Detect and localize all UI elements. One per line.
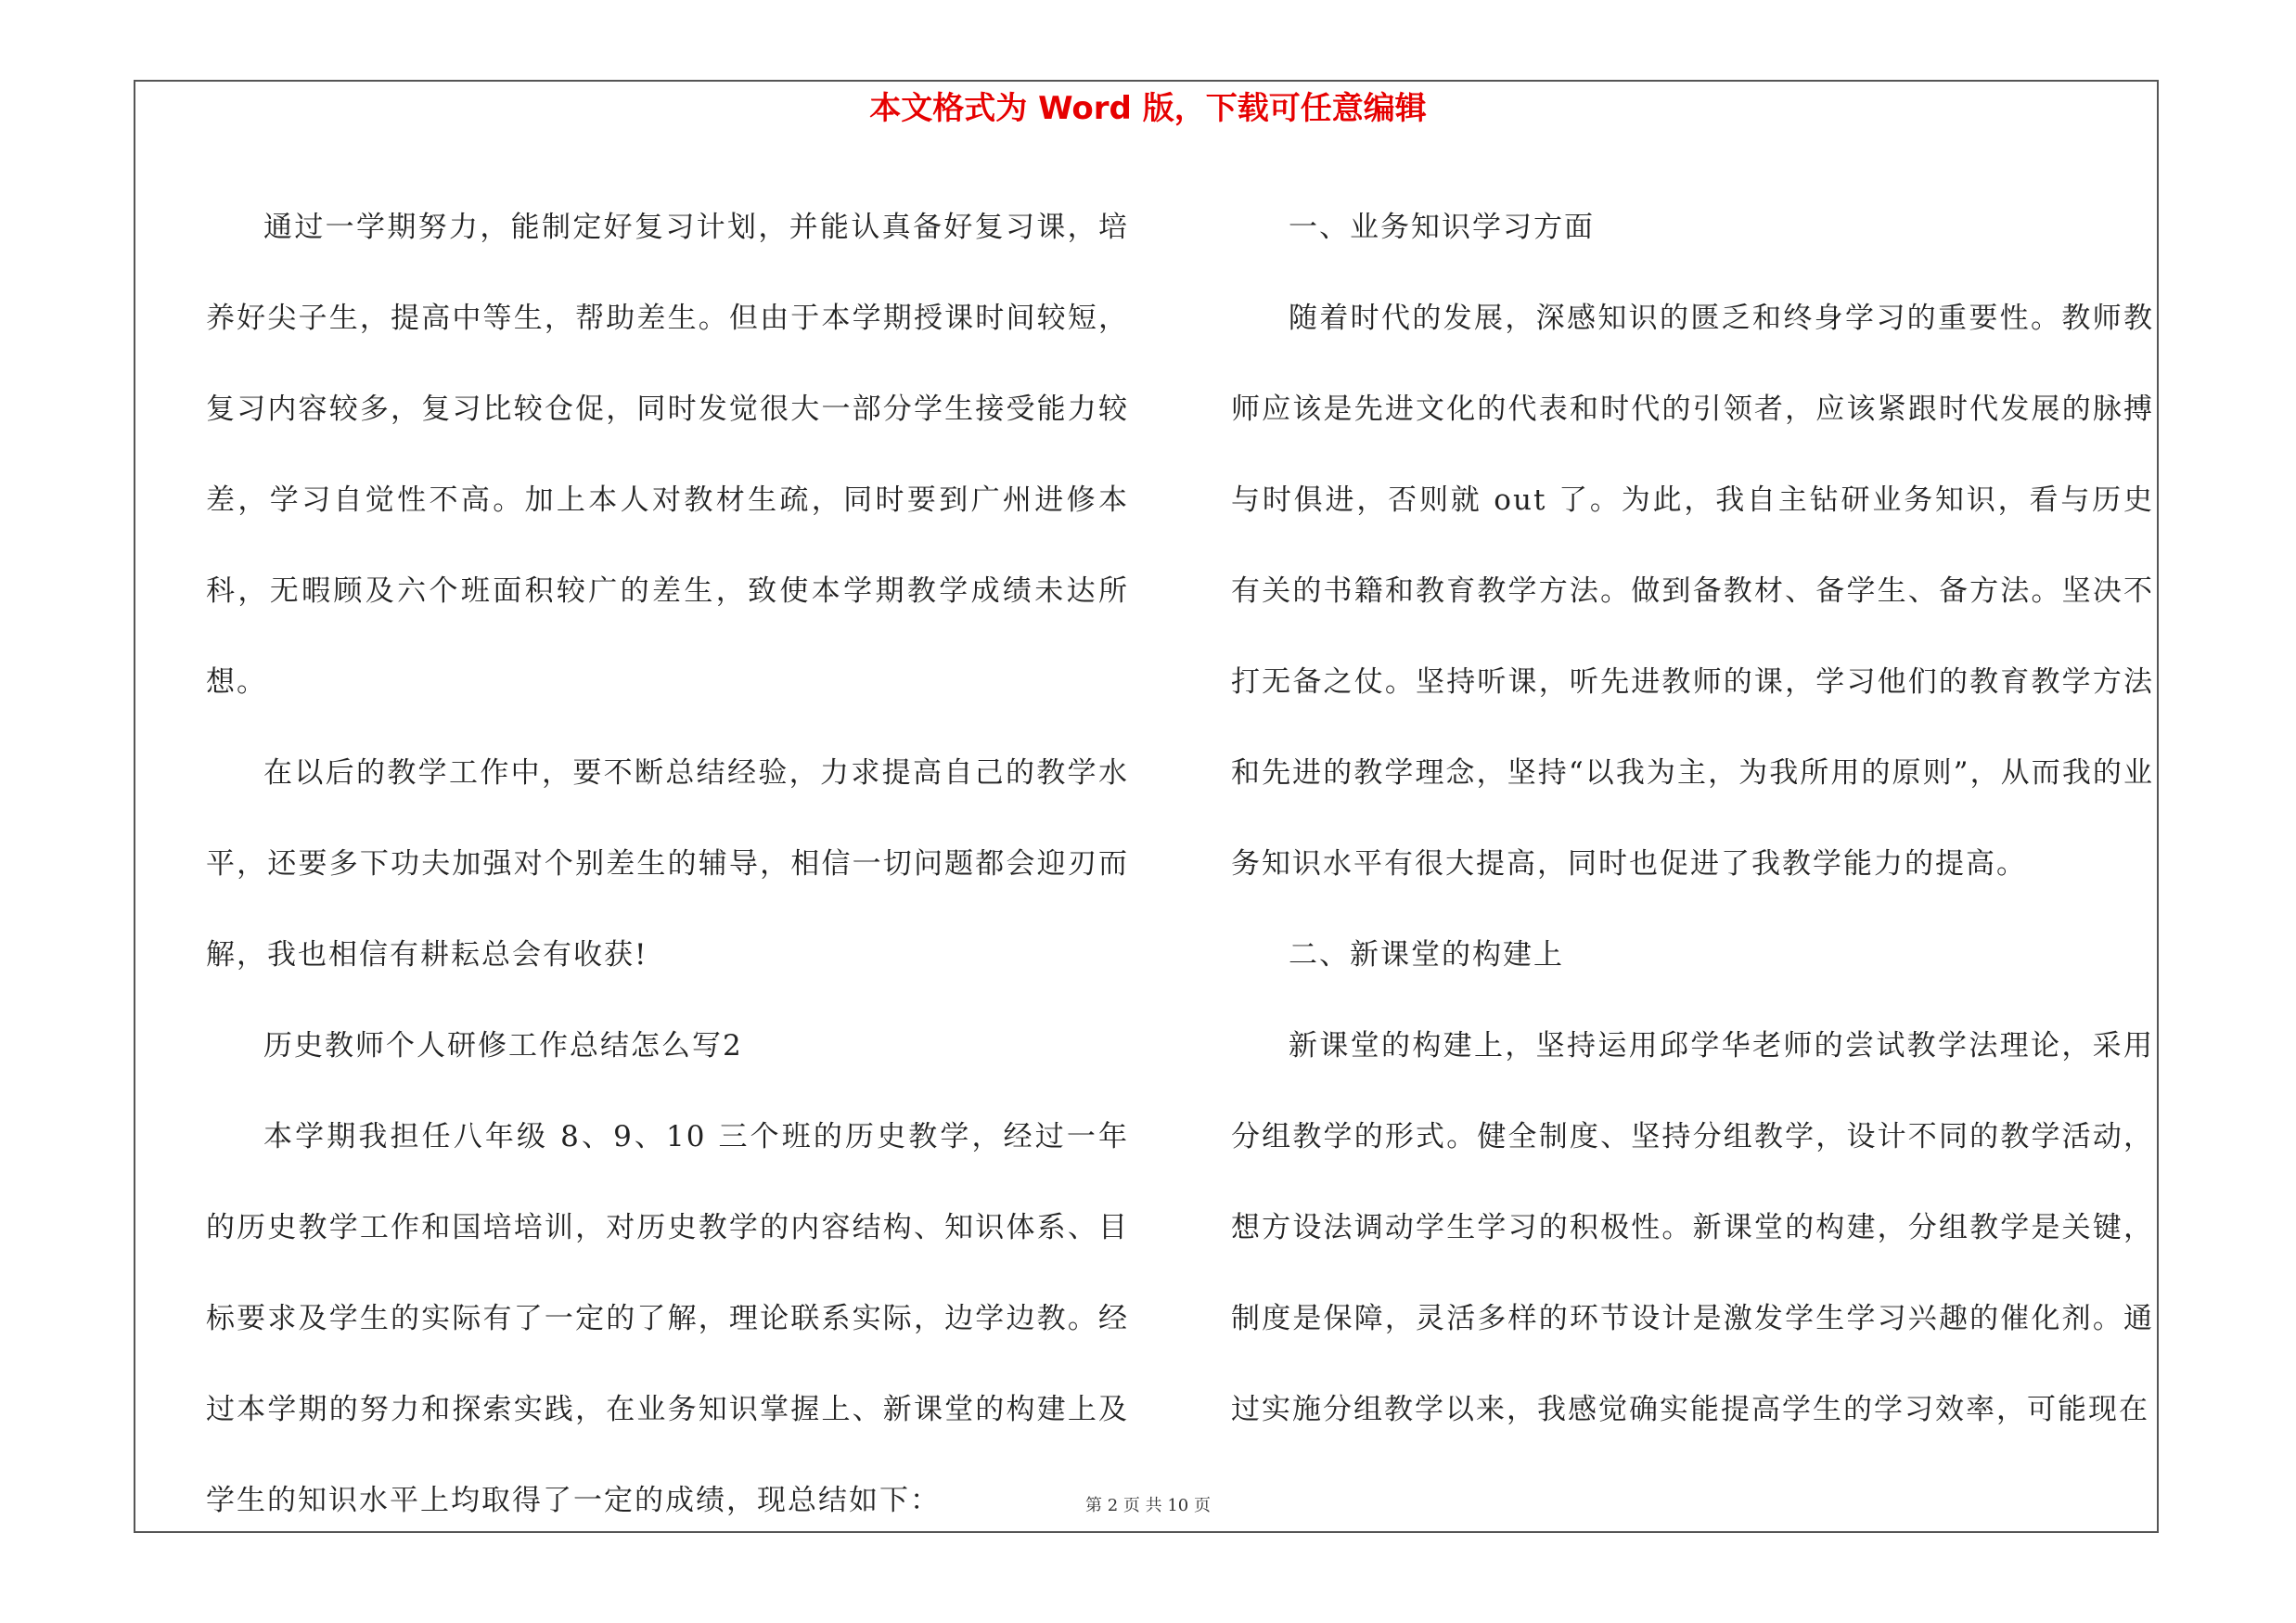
section-heading: 一、业务知识学习方面	[1289, 211, 1595, 244]
paragraph: 新课堂的构建上，坚持运用邱学华老师的尝试教学法理论，采用分组教学的形式。健全制度、坚持分组教学，设计不同的教学活动，想方设法调动学生学习的积极性。新课堂的构建，分组教学是关键，制度是保障，灵活多样的环节设计是激发学生学习兴趣的催化剂。通过实施分组教学以来，我感觉确实能提高学生的学习效率，可能现在	[1231, 1029, 2154, 1426]
paragraph: 通过一学期努力，能制定好复习计划，并能认真备好复习课，培养好尖子生，提高中等生，帮助差生。但由于本学期授课时间较短，复习内容较多，复习比较仓促，同时发觉很大一部分学生接受能力较差，学习自觉性不高。加上本人对教材生疏，同时要到广州进修本科，无暇顾及六个班面积较广的差生，致使本学期教学成绩未达所想。	[206, 211, 1129, 699]
paragraph: 本学期我担任八年级 8、9、10 三个班的历史教学，经过一年的历史教学工作和国培培训，对历史教学的内容结构、知识体系、目标要求及学生的实际有了一定的了解，理论联系实际，边学边教。经过本学期的努力和探索实践，在业务知识掌握上、新课堂的构建上及学生的知识水平上均取得了一定的成绩，现总结如下：	[206, 1120, 1129, 1517]
right-column	[1231, 182, 2154, 1455]
section-heading: 二、新课堂的构建上	[1289, 938, 1564, 972]
section-heading: 历史教师个人研修工作总结怎么写2	[263, 1029, 743, 1063]
paragraph: 在以后的教学工作中，要不断总结经验，力求提高自己的教学水平，还要多下功夫加强对个别差生的辅导，相信一切问题都会迎刃而解，我也相信有耕耘总会有收获!	[206, 756, 1129, 972]
left-column	[206, 182, 1129, 1546]
page-number: 第 2 页 共 10 页	[1085, 1496, 1211, 1515]
paragraph: 随着时代的发展，深感知识的匮乏和终身学习的重要性。教师教师应该是先进文化的代表和时代的引领者，应该紧跟时代发展的脉搏与时俱进，否则就 out 了。为此，我自主钻研业务知识，看与历史有关的书籍和教育教学方法。做到备教材、备学生、备方法。坚决不打无备之仗。坚持听课，听先进教师的课，学习他们的教育教学方法和先进的教学理念，坚持“以我为主，为我所用的原则”，从而我的业务知识水平有很大提高，同时也促进了我教学能力的提高。	[1231, 302, 2154, 881]
format-banner: 本文格式为 Word 版，下载可任意编辑	[869, 90, 1427, 127]
